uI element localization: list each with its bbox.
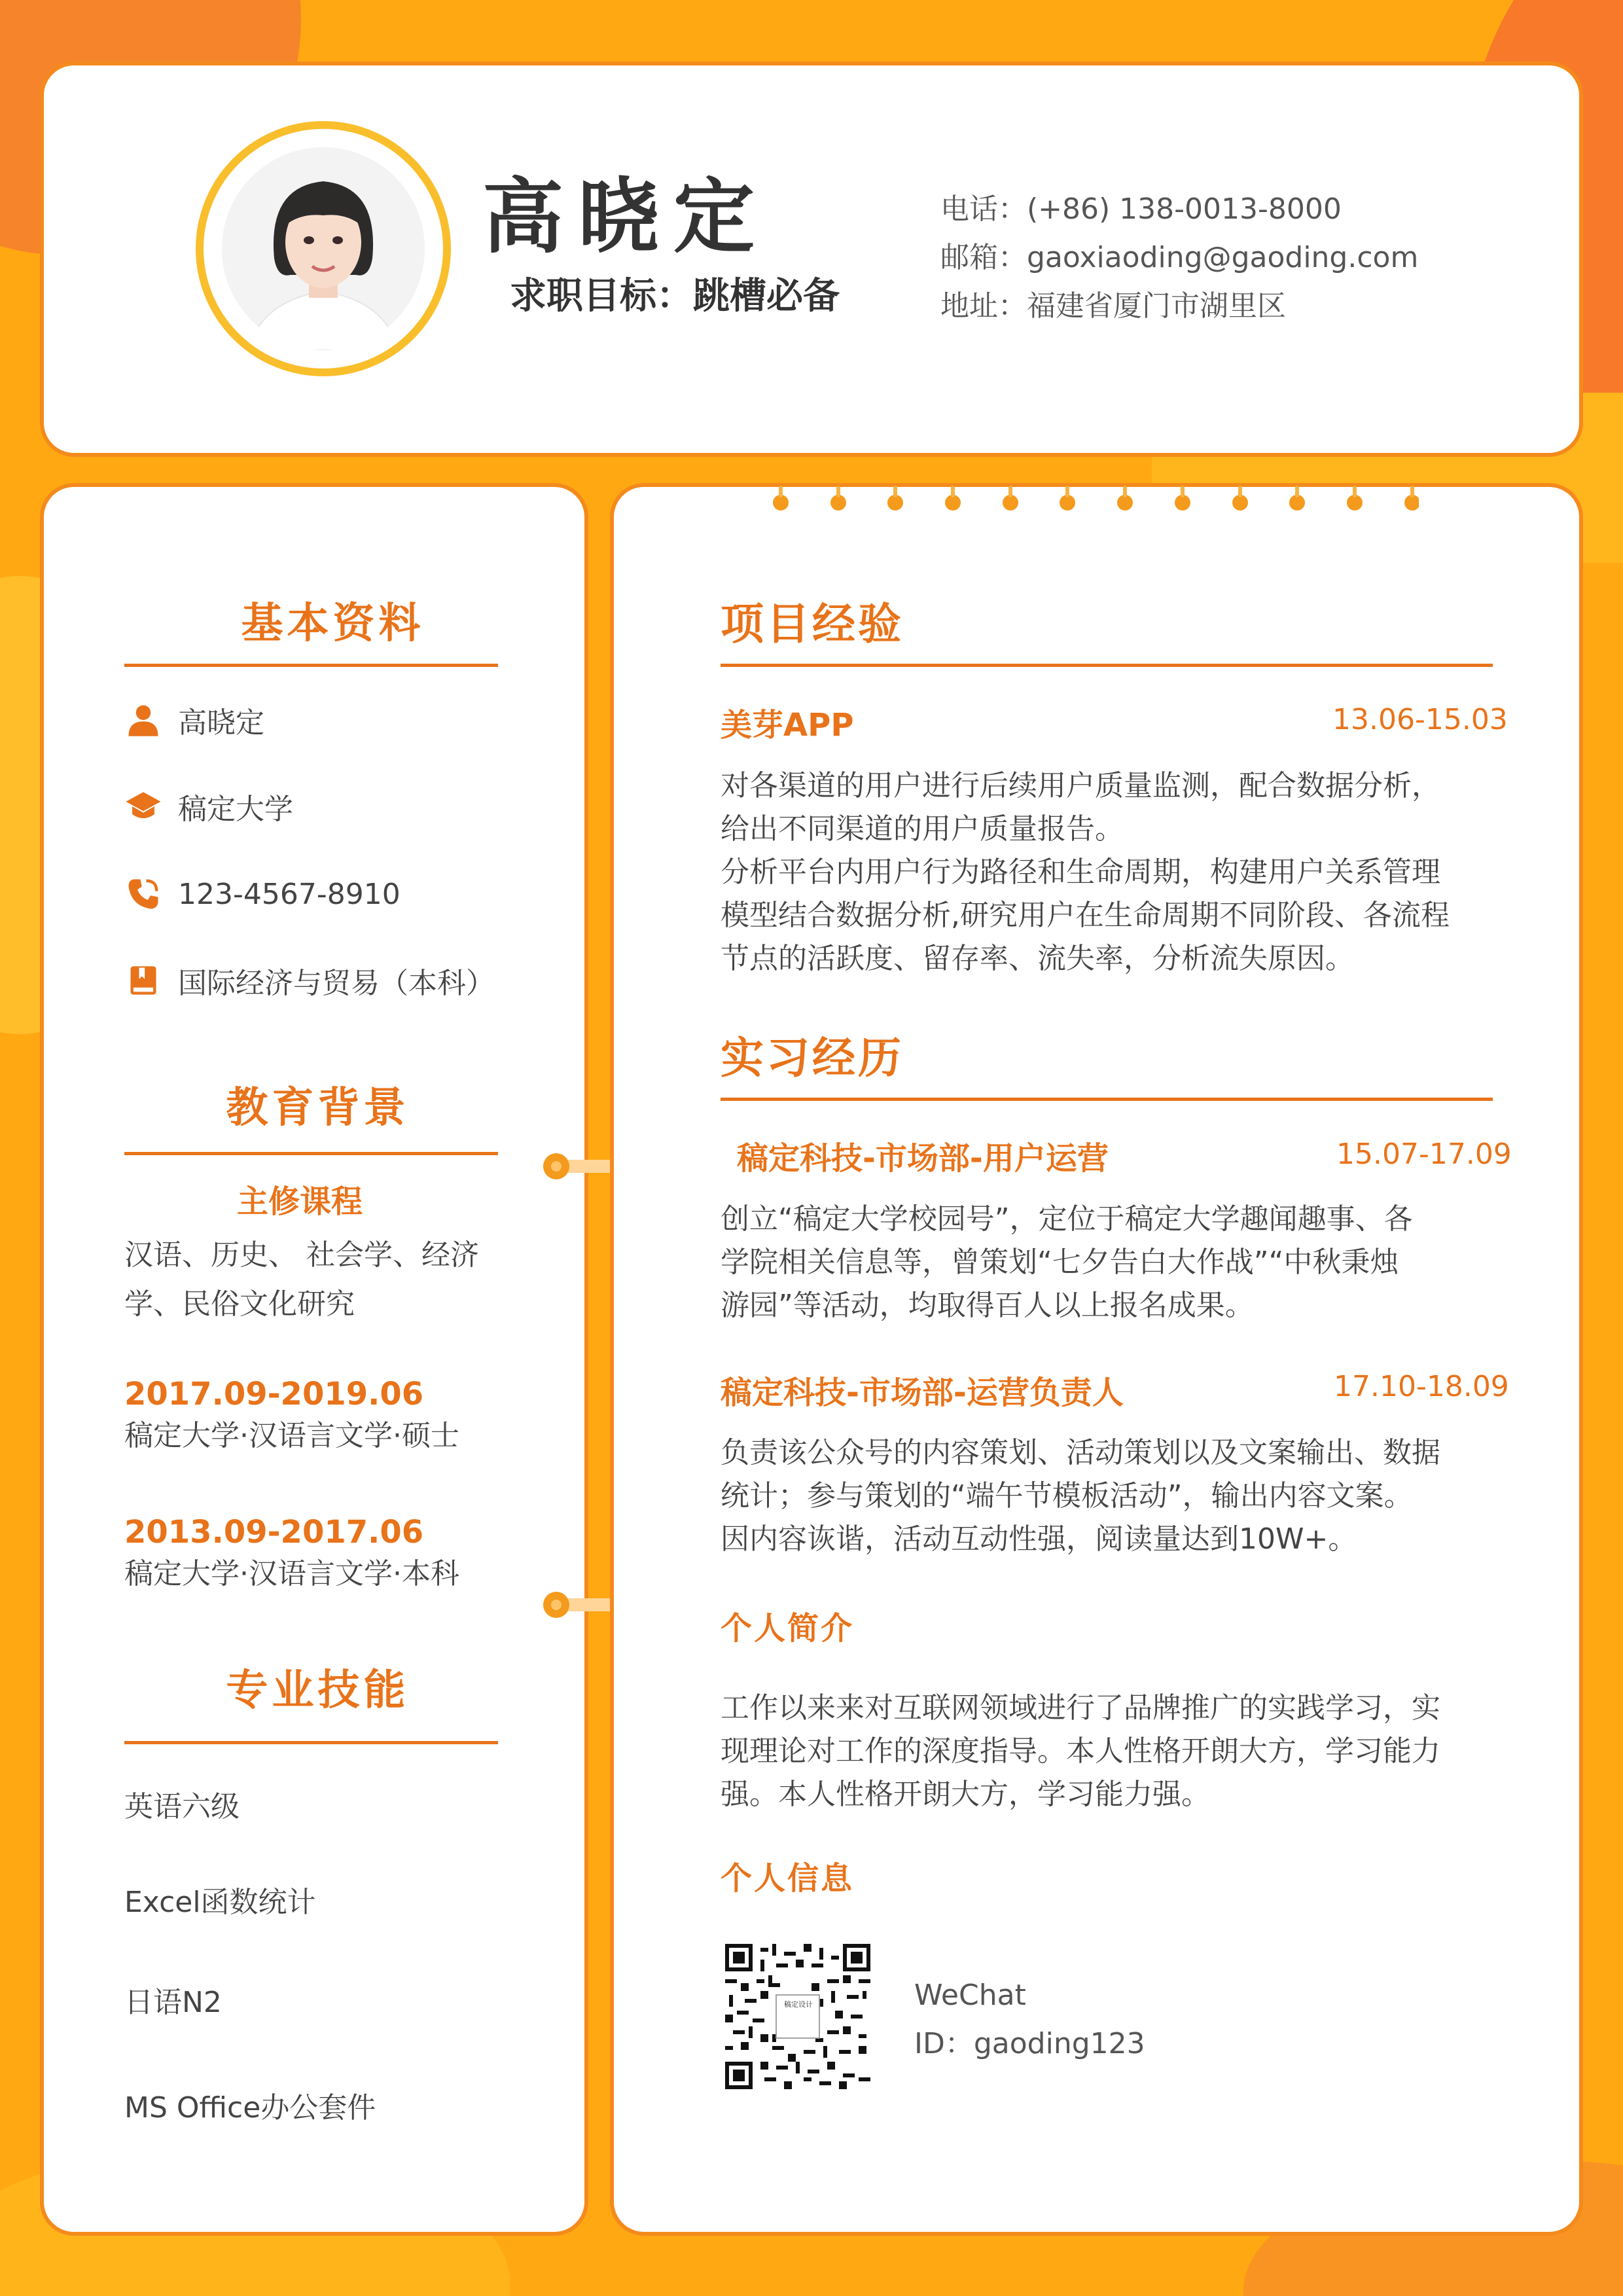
project-desc-line: 模型结合数据分析,研究用户在生命周期不同阶段、各流程	[721, 899, 1450, 932]
internship-desc-line: 统计；参与策划的“端午节模板活动”，输出内容文案。	[721, 1479, 1413, 1513]
personal-info-title: 个人信息	[721, 1860, 855, 1897]
internship-name: 稿定科技-市场部-运营负责人	[721, 1374, 1124, 1411]
skills-title: 专业技能	[226, 1666, 410, 1715]
wechat-id: ID：gaoding123	[914, 2027, 1145, 2060]
info-row-school	[124, 787, 293, 826]
info-row-phone	[124, 874, 401, 914]
contact-email: 邮箱：gaoxiaoding@gaoding.com	[940, 241, 1419, 274]
avatar-frame	[196, 121, 451, 376]
courses-line: 汉语、历史、 社会学、经济	[124, 1238, 479, 1272]
info-text: 国际经济与贸易（本科）	[178, 967, 495, 1000]
project-desc-line: 节点的活跃度、留存率、流失率，分析流失原因。	[721, 942, 1354, 975]
skill-item: 日语N2	[124, 1986, 222, 2019]
skill-item: Excel函数统计	[124, 1886, 316, 1919]
left-panel	[44, 487, 584, 2232]
qr-logo-text: 稿定设计	[784, 2000, 813, 2009]
internship-date: 17.10-18.09	[1334, 1370, 1509, 1403]
courses-title: 主修课程	[237, 1183, 363, 1220]
education-date: 2017.09-2019.06	[124, 1376, 424, 1412]
right-panel	[614, 487, 1579, 2232]
binding-rings	[764, 483, 1419, 516]
education-desc: 稿定大学·汉语言文学·硕士	[124, 1419, 459, 1452]
wechat-qr-code	[725, 1944, 870, 2089]
education-desc: 稿定大学·汉语言文学·本科	[124, 1557, 459, 1590]
info-text: 高晓定	[178, 706, 264, 740]
section-divider	[124, 1152, 498, 1155]
person-icon	[124, 701, 162, 739]
section-divider	[124, 664, 498, 667]
projects-title: 项目经验	[721, 599, 904, 649]
section-divider	[124, 1741, 498, 1744]
internship-desc-line: 学院相关信息等，曾策划“七夕告白大作战”“中秋秉烛	[721, 1246, 1399, 1279]
phone-icon	[124, 875, 162, 913]
info-row-major	[124, 961, 495, 1000]
internship-desc-line: 因内容诙谐，活动互动性强，阅读量达到10W+。	[721, 1522, 1357, 1556]
profile-line: 现理论对工作的深度指导。本人性格开朗大方，学习能力	[721, 1734, 1440, 1768]
internship-name: 稿定科技-市场部-用户运营	[737, 1140, 1109, 1177]
project-desc-line: 对各渠道的用户进行后续用户质量监测，配合数据分析，	[721, 769, 1440, 802]
profile-title: 个人简介	[721, 1610, 855, 1647]
project-name: 美芽APP	[721, 707, 854, 744]
section-divider	[721, 664, 1493, 667]
avatar	[222, 147, 425, 350]
skill-item: 英语六级	[124, 1790, 240, 1823]
skill-item: MS Office办公套件	[124, 2091, 376, 2125]
info-row-name	[124, 700, 264, 740]
info-text: 123-4567-8910	[178, 877, 401, 911]
book-icon	[124, 961, 162, 999]
info-text: 稿定大学	[178, 793, 293, 826]
graduation-cap-icon	[124, 787, 162, 825]
internship-desc-line: 创立“稿定大学校园号”，定位于稿定大学趣闻趣事、各	[721, 1202, 1413, 1236]
profile-line: 强。本人性格开朗大方，学习能力强。	[721, 1778, 1210, 1811]
internships-title: 实习经历	[721, 1033, 904, 1083]
job-objective: 求职目标：跳槽必备	[510, 275, 840, 317]
portrait-image	[222, 147, 425, 350]
education-title: 教育背景	[226, 1084, 410, 1132]
candidate-name: 高晓定	[482, 170, 770, 264]
basic-info-title: 基本资料	[241, 600, 425, 648]
project-desc-line: 给出不同渠道的用户质量报告。	[721, 812, 1124, 846]
internship-desc-line: 负责该公众号的内容策划、活动策划以及文案输出、数据	[721, 1436, 1440, 1469]
wechat-label: WeChat	[914, 1979, 1026, 2012]
courses-line: 学、民俗文化研究	[124, 1287, 355, 1321]
project-date: 13.06-15.03	[1332, 703, 1508, 736]
internship-date: 15.07-17.09	[1336, 1138, 1512, 1171]
internship-desc-line: 游园”等活动，均取得百人以上报名成果。	[721, 1289, 1254, 1322]
section-divider	[721, 1098, 1493, 1101]
project-desc-line: 分析平台内用户行为路径和生命周期，构建用户关系管理	[721, 855, 1440, 889]
contact-phone: 电话：(+86) 138-0013-8000	[940, 192, 1342, 226]
header-card	[44, 65, 1579, 453]
education-date: 2013.09-2017.06	[124, 1514, 424, 1551]
profile-line: 工作以来来对互联网领域进行了品牌推广的实践学习，实	[721, 1691, 1440, 1725]
contact-address: 地址：福建省厦门市湖里区	[940, 289, 1286, 323]
